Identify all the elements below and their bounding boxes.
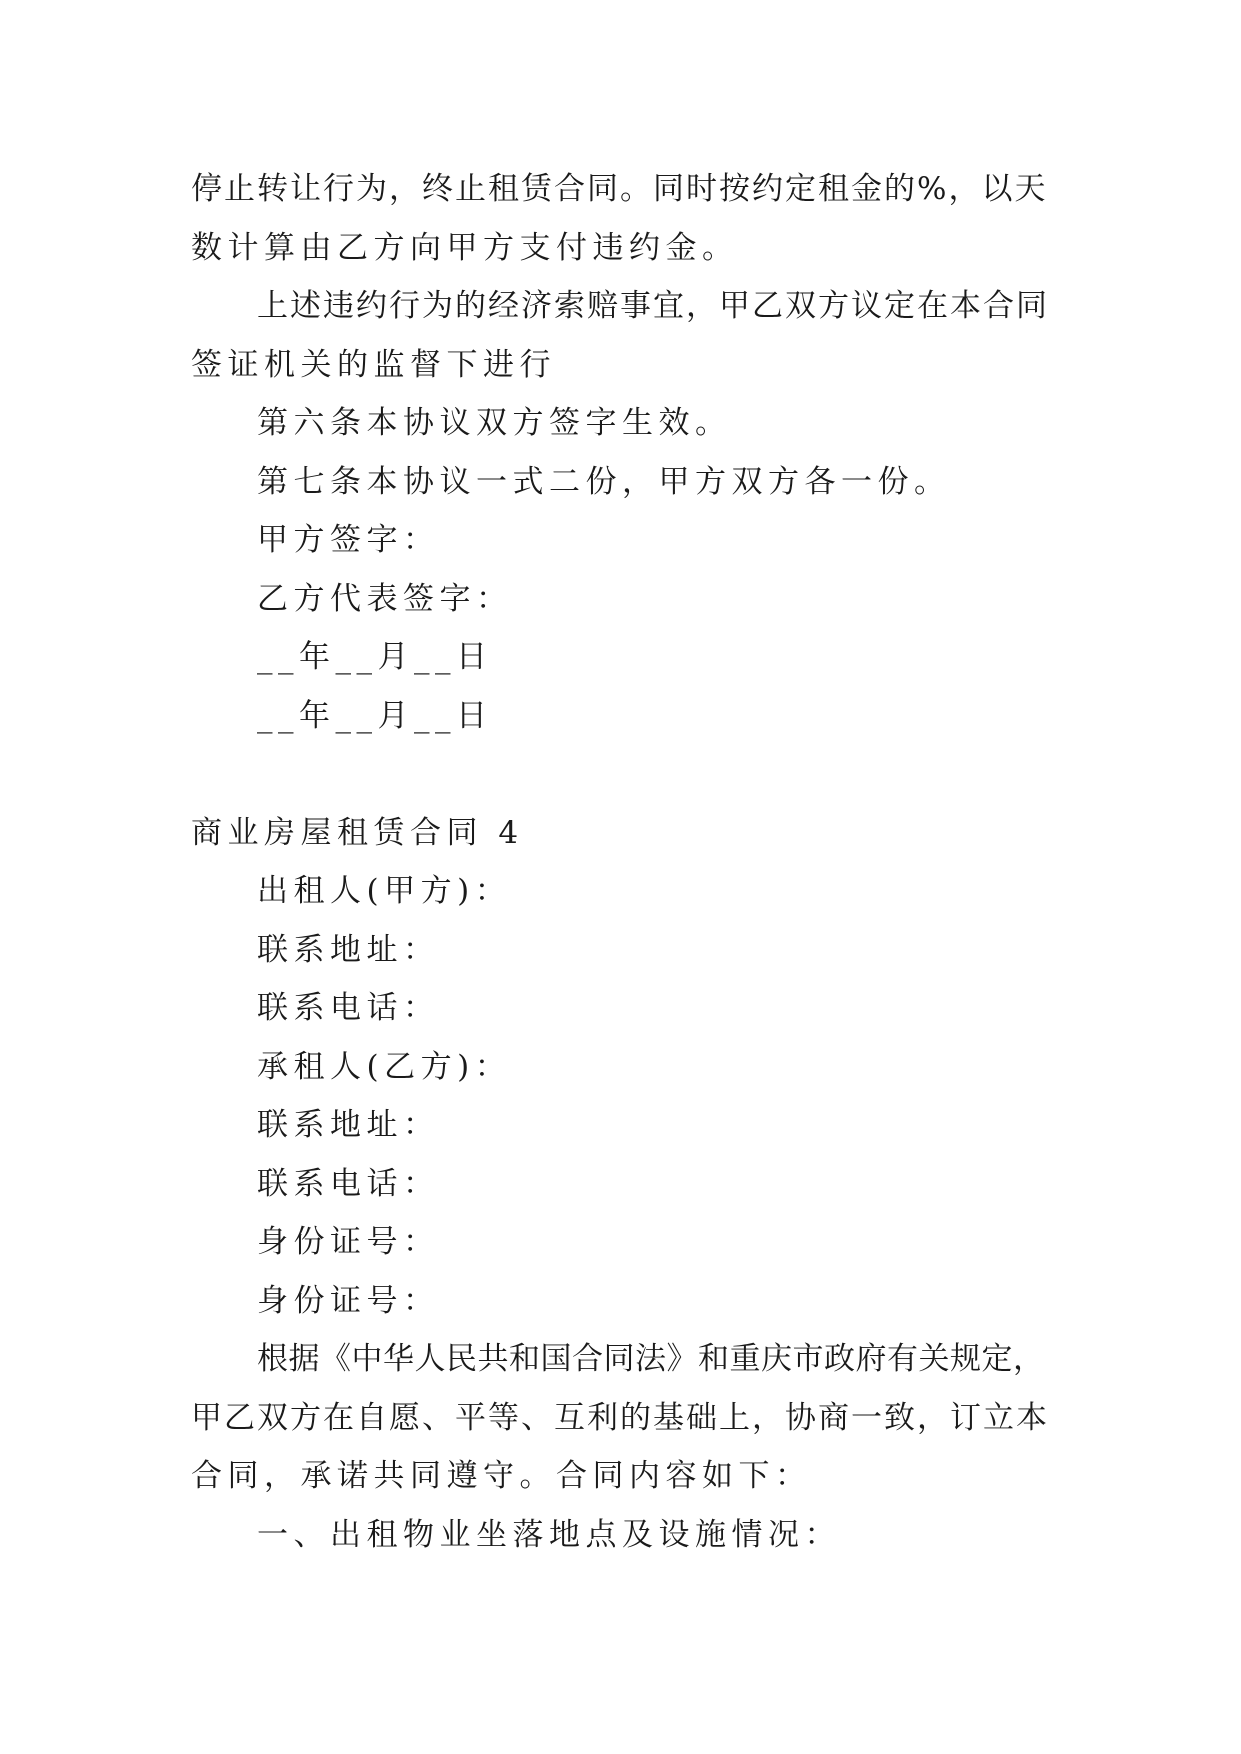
clause-seven: 第七条本协议一式二份，甲方双方各一份。 bbox=[257, 463, 951, 500]
paragraph-line: 根据《中华人民共和国合同法》和重庆市政府有关规定， bbox=[257, 1341, 1045, 1377]
paragraph-line: 合同，承诺共同遵守。合同内容如下： bbox=[191, 1458, 812, 1494]
contact-address-label: 联系地址： bbox=[257, 1107, 440, 1143]
paragraph-line: 停止转让行为，终止租赁合同。同时按约定租金的%，以天 bbox=[191, 171, 1048, 207]
party-a-signature-label: 甲方签字： bbox=[257, 522, 440, 558]
contact-address-label: 联系地址： bbox=[257, 931, 440, 968]
id-number-label: 身份证号： bbox=[257, 1224, 440, 1260]
document-body bbox=[191, 160, 1051, 1564]
clause-six: 第六条本协议双方签字生效。 bbox=[257, 405, 732, 441]
party-b-signature-label: 乙方代表签字： bbox=[257, 580, 513, 617]
date-line: __年__月__日 bbox=[257, 639, 493, 675]
clause-heading: 一、出租物业坐落地点及设施情况： bbox=[257, 1516, 841, 1553]
paragraph-line: 数计算由乙方向甲方支付违约金。 bbox=[191, 229, 739, 266]
id-number-label: 身份证号： bbox=[257, 1282, 440, 1319]
section-title: 商业房屋租赁合同 4 bbox=[191, 814, 524, 851]
lessee-label: 承租人(乙方)： bbox=[257, 1048, 512, 1085]
section-spacer bbox=[191, 745, 1051, 804]
contact-phone-label: 联系电话： bbox=[257, 990, 440, 1026]
lessor-label: 出租人(甲方)： bbox=[257, 873, 512, 909]
paragraph-line: 上述违约行为的经济索赔事宜，甲乙双方议定在本合同 bbox=[257, 288, 1049, 324]
paragraph-line: 甲乙双方在自愿、平等、互利的基础上，协商一致，订立本 bbox=[191, 1399, 1049, 1436]
contact-phone-label: 联系电话： bbox=[257, 1165, 440, 1202]
paragraph-line: 签证机关的监督下进行 bbox=[191, 346, 556, 383]
date-line: __年__月__日 bbox=[257, 697, 493, 734]
